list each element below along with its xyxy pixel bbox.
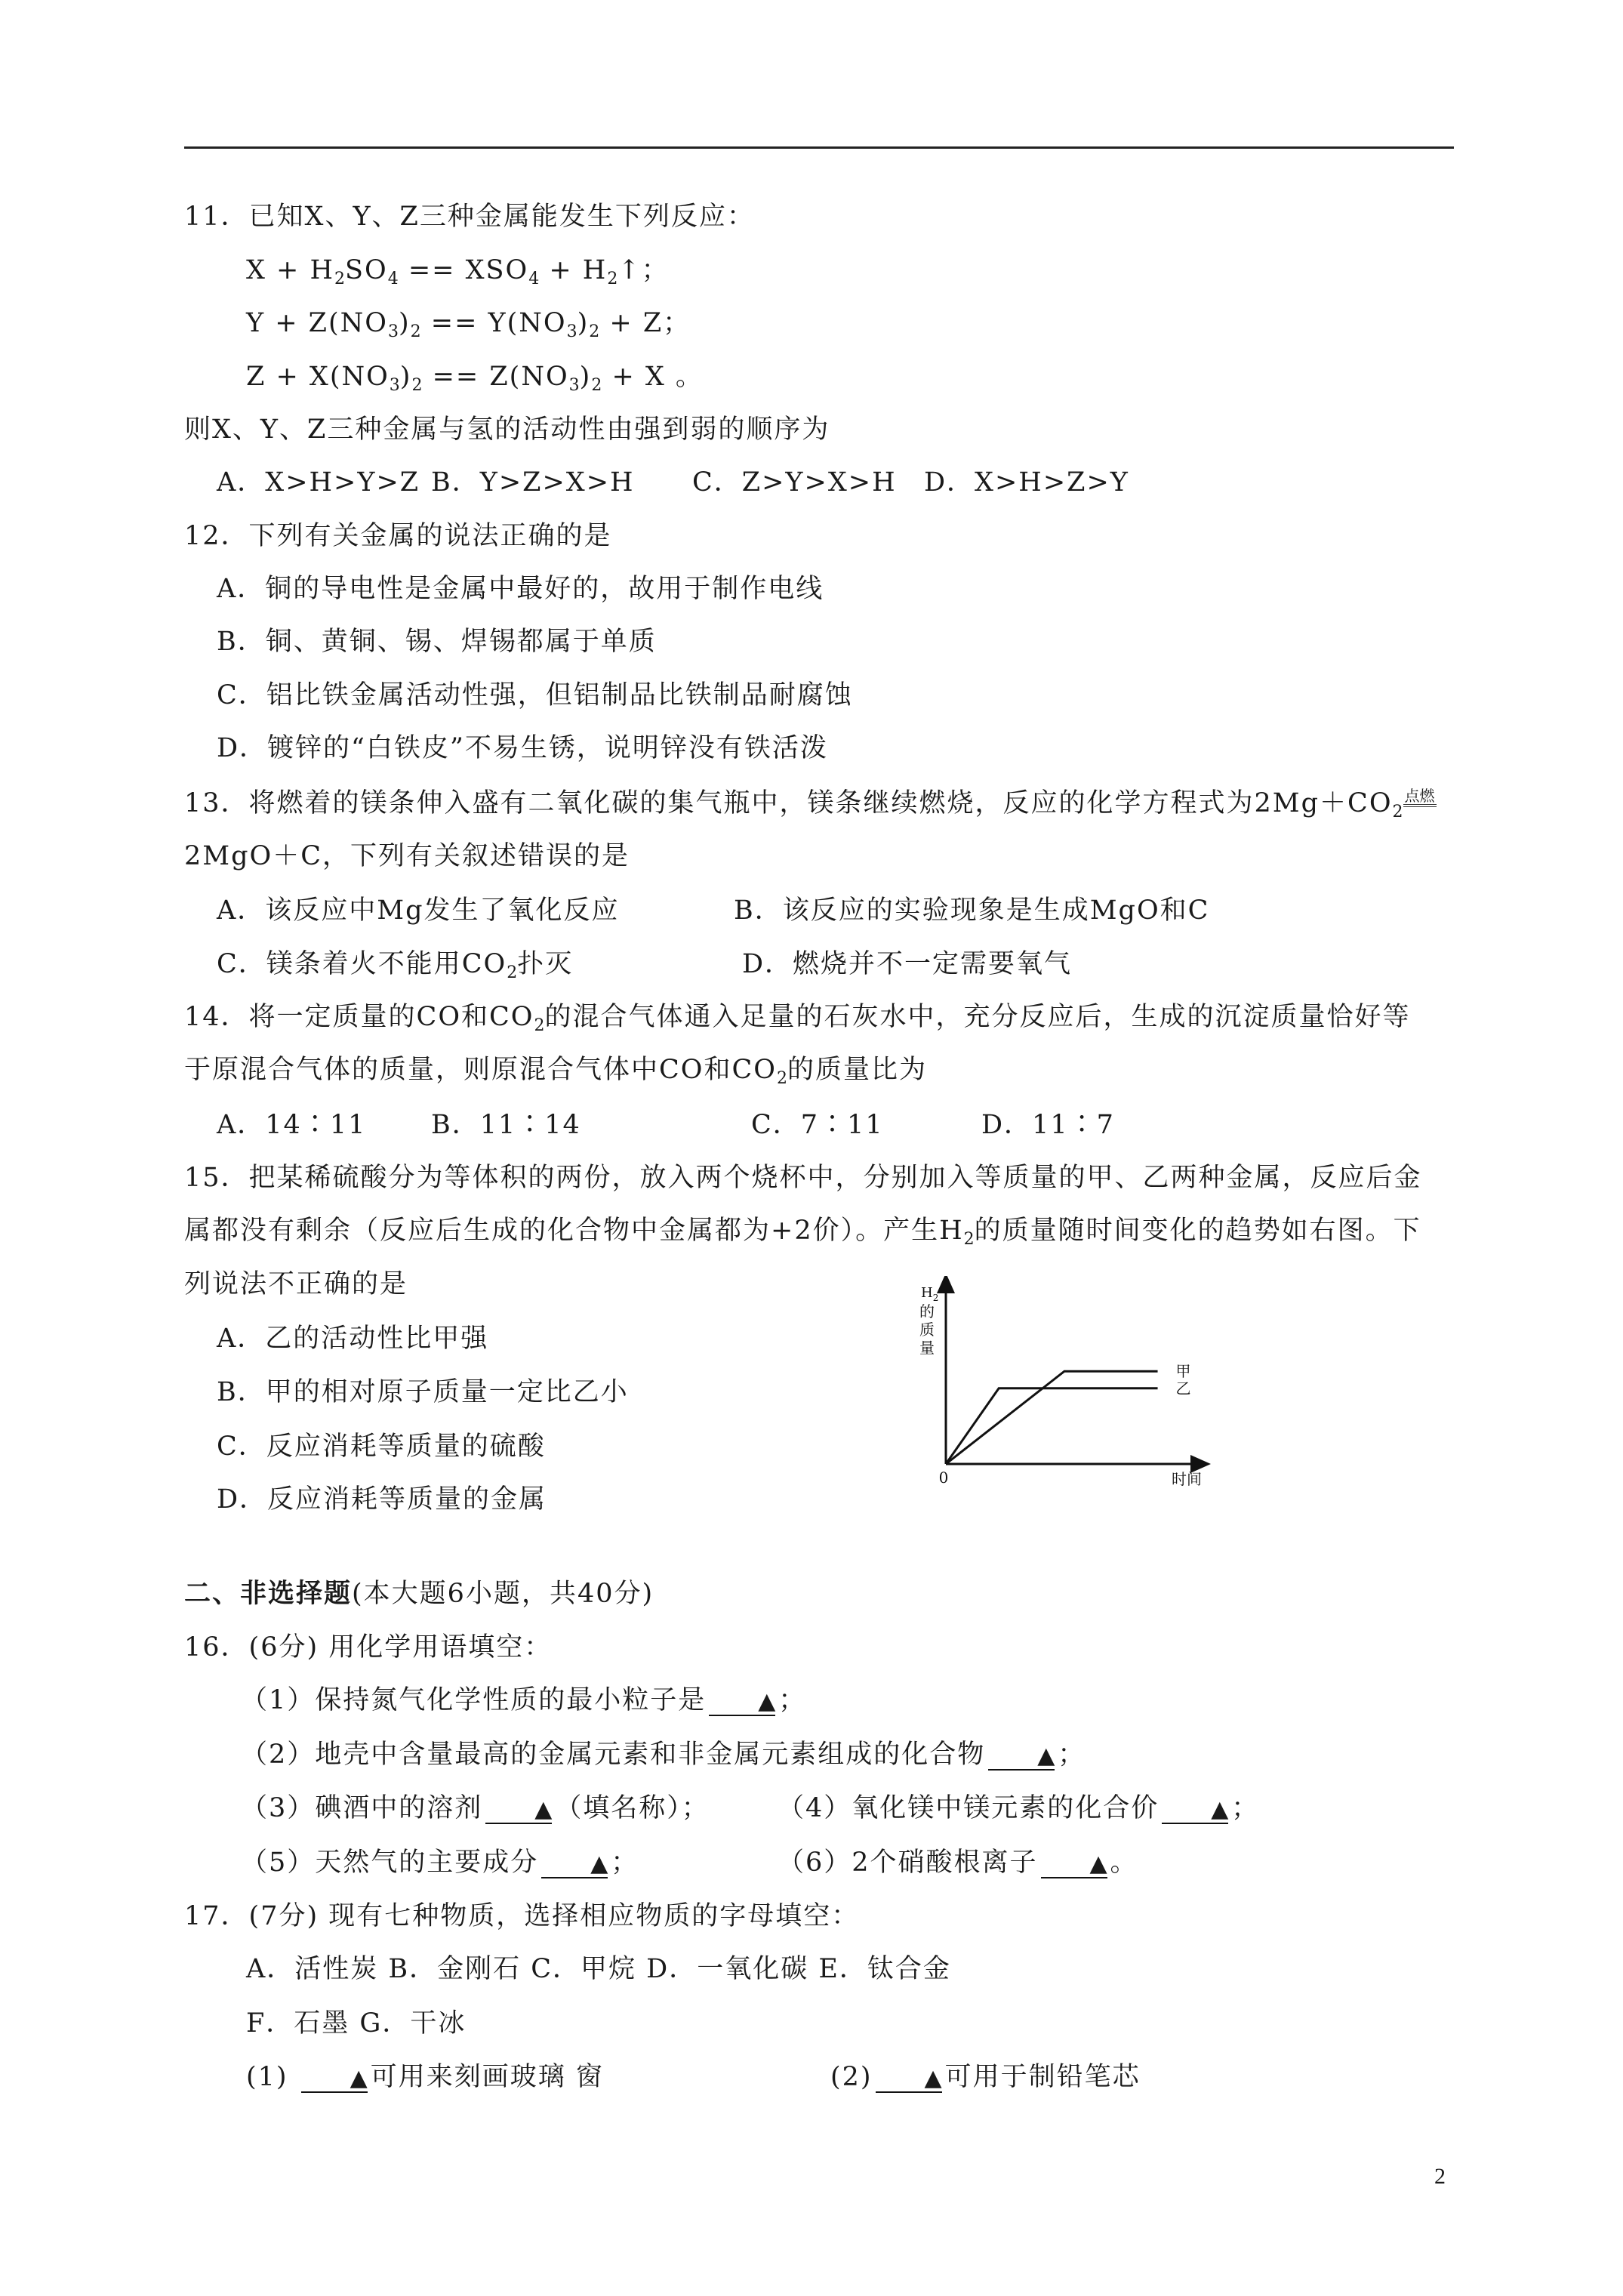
answer-blank[interactable]: [1041, 1851, 1107, 1878]
q16-item-1: [241, 1685, 806, 1716]
q11-option-a[interactable]: [217, 467, 420, 498]
text-run: B．甲的相对原子质量一定比乙小: [217, 1377, 629, 1407]
subscript: 4: [387, 270, 399, 288]
text-run: ；: [611, 1848, 639, 1878]
text-run: 属都没有剩余（反应后生成的化合物中金属都为+2价）。产生H: [184, 1216, 964, 1246]
text-run: Z + X(NO: [246, 362, 390, 392]
subscript: 2: [410, 322, 421, 341]
text-run: SO: [345, 255, 388, 285]
triangle-marker-icon: ▲: [924, 2065, 942, 2091]
subscript: 2: [1392, 803, 1403, 821]
text-run: A．该反应中Mg发生了氧化反应: [217, 895, 620, 926]
triangle-marker-icon: ▲: [590, 1851, 608, 1877]
text-run: 可用来刻画玻璃 窗: [370, 2062, 604, 2092]
header-rule: [184, 146, 1454, 149]
text-run: Y + Z(NO: [246, 308, 388, 338]
text-run: ): [399, 362, 412, 392]
text-run: (本大题6小题，共40分): [352, 1579, 654, 1609]
answer-blank[interactable]: [485, 1797, 552, 1824]
text-run: ↑；: [617, 255, 670, 285]
q17-choices-line-1: [246, 1954, 951, 1984]
triangle-marker-icon: ▲: [350, 2065, 368, 2091]
text-run: A．X>H>Y>Z: [217, 467, 420, 498]
q16-item-2: [241, 1740, 1086, 1771]
answer-blank[interactable]: [301, 2066, 368, 2093]
text-run: A．铜的导电性是金属中最好的，故用于制作电线: [217, 574, 824, 604]
text-run: 于原混合气体的质量，则原混合气体中CO和CO: [184, 1055, 777, 1085]
triangle-marker-icon: ▲: [1037, 1743, 1055, 1769]
q12-stem: [184, 521, 612, 551]
text-run: + H: [539, 255, 608, 285]
text-run: F．石墨 G．干冰: [246, 2008, 467, 2039]
text-run: 14．将一定质量的CO和CO: [184, 1002, 534, 1032]
series-line-1: [946, 1388, 1158, 1464]
y-axis-label-char: 量: [919, 1339, 935, 1357]
text-run: ): [398, 308, 411, 338]
q15-option-b[interactable]: [217, 1377, 629, 1407]
series-label-1: 乙: [1175, 1379, 1191, 1398]
subscript: 3: [387, 322, 399, 341]
text-run: 13．将燃着的镁条伸入盛有二氧化碳的集气瓶中，镁条继续燃烧，反应的化学方程式为2Mg＋CO: [184, 788, 1393, 818]
text-run: C．反应消耗等质量的硫酸: [217, 1432, 546, 1462]
series-layer: [946, 1362, 1191, 1464]
q14-option-b[interactable]: [431, 1110, 581, 1140]
answer-blank[interactable]: [1162, 1797, 1228, 1824]
q15-option-a[interactable]: [217, 1324, 488, 1354]
text-run: ): [577, 308, 590, 338]
text-run: （3）碘酒中的溶剂: [241, 1793, 483, 1823]
text-run: 。: [1110, 1848, 1138, 1878]
q14-option-c[interactable]: [751, 1110, 884, 1140]
q16-item-6: [778, 1848, 1138, 1878]
subscript: 2: [591, 376, 602, 395]
text-run: C．铝比铁金属活动性强，但铝制品比铁制品耐腐蚀: [217, 680, 853, 710]
text-run: （6）2个硝酸根离子: [778, 1848, 1038, 1878]
text-run: 扑灭: [517, 949, 574, 979]
q12-option-a[interactable]: [217, 574, 824, 604]
text-run: 可用于制铅笔芯: [944, 2062, 1141, 2092]
text-run: 的质量比为: [787, 1055, 927, 1085]
subscript: 3: [568, 376, 580, 395]
text-run: == Y(NO: [420, 308, 567, 338]
text-run: C．Z>Y>X>H: [692, 467, 897, 498]
y-axis-label-char: 质: [919, 1321, 935, 1339]
text-run: D．11∶7: [981, 1110, 1115, 1140]
q11-option-d[interactable]: [924, 467, 1129, 498]
origin-label: 0: [938, 1469, 949, 1487]
text-run: 12．下列有关金属的说法正确的是: [184, 521, 612, 551]
q15-option-d[interactable]: [217, 1484, 547, 1515]
text-run: 则X、Y、Z三种金属与氢的活动性由强到弱的顺序为: [184, 415, 830, 445]
triangle-marker-icon: ▲: [534, 1796, 553, 1823]
series-label-0: 甲: [1175, 1362, 1191, 1381]
q13-option-d[interactable]: [742, 949, 1072, 979]
text-run: D．X>H>Z>Y: [924, 467, 1129, 498]
answer-blank[interactable]: [876, 2066, 942, 2093]
q11-equation-1: [246, 255, 670, 294]
text-run: A．活性炭 B．金刚石 C．甲烷 D．一氧化碳 E．钛合金: [246, 1954, 951, 1984]
answer-blank[interactable]: [541, 1851, 608, 1878]
text-run: 2MgO＋C，下列有关叙述错误的是: [184, 841, 630, 871]
text-run: B．该反应的实验现象是生成MgO和C: [734, 895, 1210, 926]
text-run: D．反应消耗等质量的金属: [217, 1484, 547, 1515]
q12-option-b[interactable]: [217, 627, 657, 657]
text-run: 17．(7分) 现有七种物质，选择相应物质的字母填空：: [184, 1901, 860, 1931]
section-2-heading: [184, 1579, 654, 1609]
q15-stem-line-1: [184, 1163, 1422, 1193]
subscript: 4: [528, 270, 540, 288]
subscript: 2: [607, 270, 618, 288]
y-axis-label: [919, 1285, 938, 1357]
text-run: （4）氧化镁中镁元素的化合价: [778, 1793, 1160, 1823]
subscript: 3: [566, 322, 577, 341]
text-run: (2): [830, 2062, 873, 2092]
q17-item-2: [830, 2062, 1141, 2093]
q14-stem-line-2: [184, 1055, 927, 1094]
x-axis-label: 时间: [1172, 1470, 1202, 1488]
reaction-condition: 点燃: [1403, 787, 1437, 807]
text-run: == XSO: [398, 255, 529, 285]
subscript: 2: [534, 1016, 545, 1035]
q14-option-a[interactable]: [217, 1110, 366, 1140]
text-run: A．14∶11: [217, 1110, 367, 1140]
q13-option-a[interactable]: [217, 895, 620, 926]
answer-blank[interactable]: [709, 1689, 775, 1716]
text-run: （2）地壳中含量最高的金属元素和非金属元素组成的化合物: [241, 1740, 986, 1770]
text-run: + Z；: [599, 308, 691, 338]
q17-item-1: [246, 2062, 604, 2093]
q13-option-b[interactable]: [734, 895, 1209, 926]
answer-blank[interactable]: [988, 1743, 1055, 1771]
q11-stem: [184, 202, 755, 232]
text-run: 的质量随时间变化的趋势如右图。下: [974, 1216, 1421, 1246]
text-run: D．镀锌的“白铁皮”不易生锈，说明锌没有铁活泼: [217, 733, 828, 763]
page-number: 2: [1434, 2164, 1446, 2189]
text-run: 16．(6分) 用化学用语填空：: [184, 1632, 553, 1663]
q16-item-4: [778, 1793, 1259, 1824]
q15-option-c[interactable]: [217, 1432, 546, 1462]
text-run: ；: [778, 1685, 807, 1715]
text-run: B．11∶14: [431, 1110, 581, 1140]
q11-equation-3: [246, 362, 704, 401]
text-run: B．Y>Z>X>H: [431, 467, 635, 498]
q15-stem-line-3: [184, 1269, 408, 1299]
q16-item-3: [241, 1793, 710, 1824]
text-run: + X 。: [602, 362, 704, 392]
text-run: （5）天然气的主要成分: [241, 1848, 539, 1878]
text-run: （1）保持氮气化学性质的最小粒子是: [241, 1685, 707, 1715]
subscript: 2: [963, 1230, 975, 1249]
text-run: 的混合气体通入足量的石灰水中，充分反应后，生成的沉淀质量恰好等: [544, 1002, 1411, 1032]
y-axis-label-head: $H_2$: [921, 1285, 939, 1303]
text-run: 二、非选择题: [184, 1578, 353, 1609]
text-run: X + H: [246, 255, 335, 285]
triangle-marker-icon: ▲: [1089, 1851, 1107, 1877]
triangle-marker-icon: ▲: [1211, 1796, 1229, 1823]
q17-stem: [184, 1901, 859, 1931]
text-run: B．铜、黄铜、锡、焊锡都属于单质: [217, 627, 657, 657]
text-run: C．7∶11: [751, 1110, 884, 1140]
q11-question: [184, 415, 830, 445]
q16-stem: [184, 1632, 552, 1663]
text-run: D．燃烧并不一定需要氧气: [742, 949, 1073, 979]
y-axis-label-char: 的: [919, 1302, 935, 1321]
q17-choices-line-2: [246, 2008, 466, 2039]
q11-option-c[interactable]: [692, 467, 897, 498]
subscript: 2: [589, 322, 600, 341]
text-run: == Z(NO: [422, 362, 569, 392]
text-run: (1): [246, 2062, 298, 2092]
q13-stem-line-1: [184, 787, 1437, 827]
text-run: 11．已知X、Y、Z三种金属能发生下列反应：: [184, 202, 755, 232]
text-run: C．镁条着火不能用CO: [217, 949, 507, 979]
q11-option-b[interactable]: [431, 467, 635, 498]
subscript: 2: [507, 963, 518, 982]
q13-option-c[interactable]: [217, 949, 573, 988]
text-run: 15．把某稀硫酸分为等体积的两份，放入两个烧杯中，分别加入等质量的甲、乙两种金属，反应后金: [184, 1163, 1422, 1193]
subscript: 2: [411, 376, 423, 395]
text-run: A．乙的活动性比甲强: [217, 1324, 489, 1354]
q15-stem-line-2: [184, 1216, 1421, 1255]
text-run: 列说法不正确的是: [184, 1269, 408, 1299]
subscript: 3: [389, 376, 400, 395]
text-run: ): [579, 362, 592, 392]
q12-option-c[interactable]: [217, 680, 853, 710]
h2-mass-time-chart: [891, 1276, 1238, 1502]
subscript: 2: [776, 1069, 787, 1088]
q12-option-d[interactable]: [217, 733, 828, 763]
subscript: 2: [334, 270, 346, 288]
q16-item-5: [241, 1848, 639, 1878]
triangle-marker-icon: ▲: [758, 1688, 776, 1715]
text-run: ；: [1231, 1793, 1260, 1823]
text-run: ；: [1058, 1740, 1086, 1770]
q13-stem-line-2: [184, 841, 630, 871]
text-run: （填名称）；: [555, 1793, 710, 1823]
q14-stem-line-1: [184, 1002, 1411, 1041]
q11-equation-2: [246, 308, 691, 347]
q14-option-d[interactable]: [981, 1110, 1115, 1140]
